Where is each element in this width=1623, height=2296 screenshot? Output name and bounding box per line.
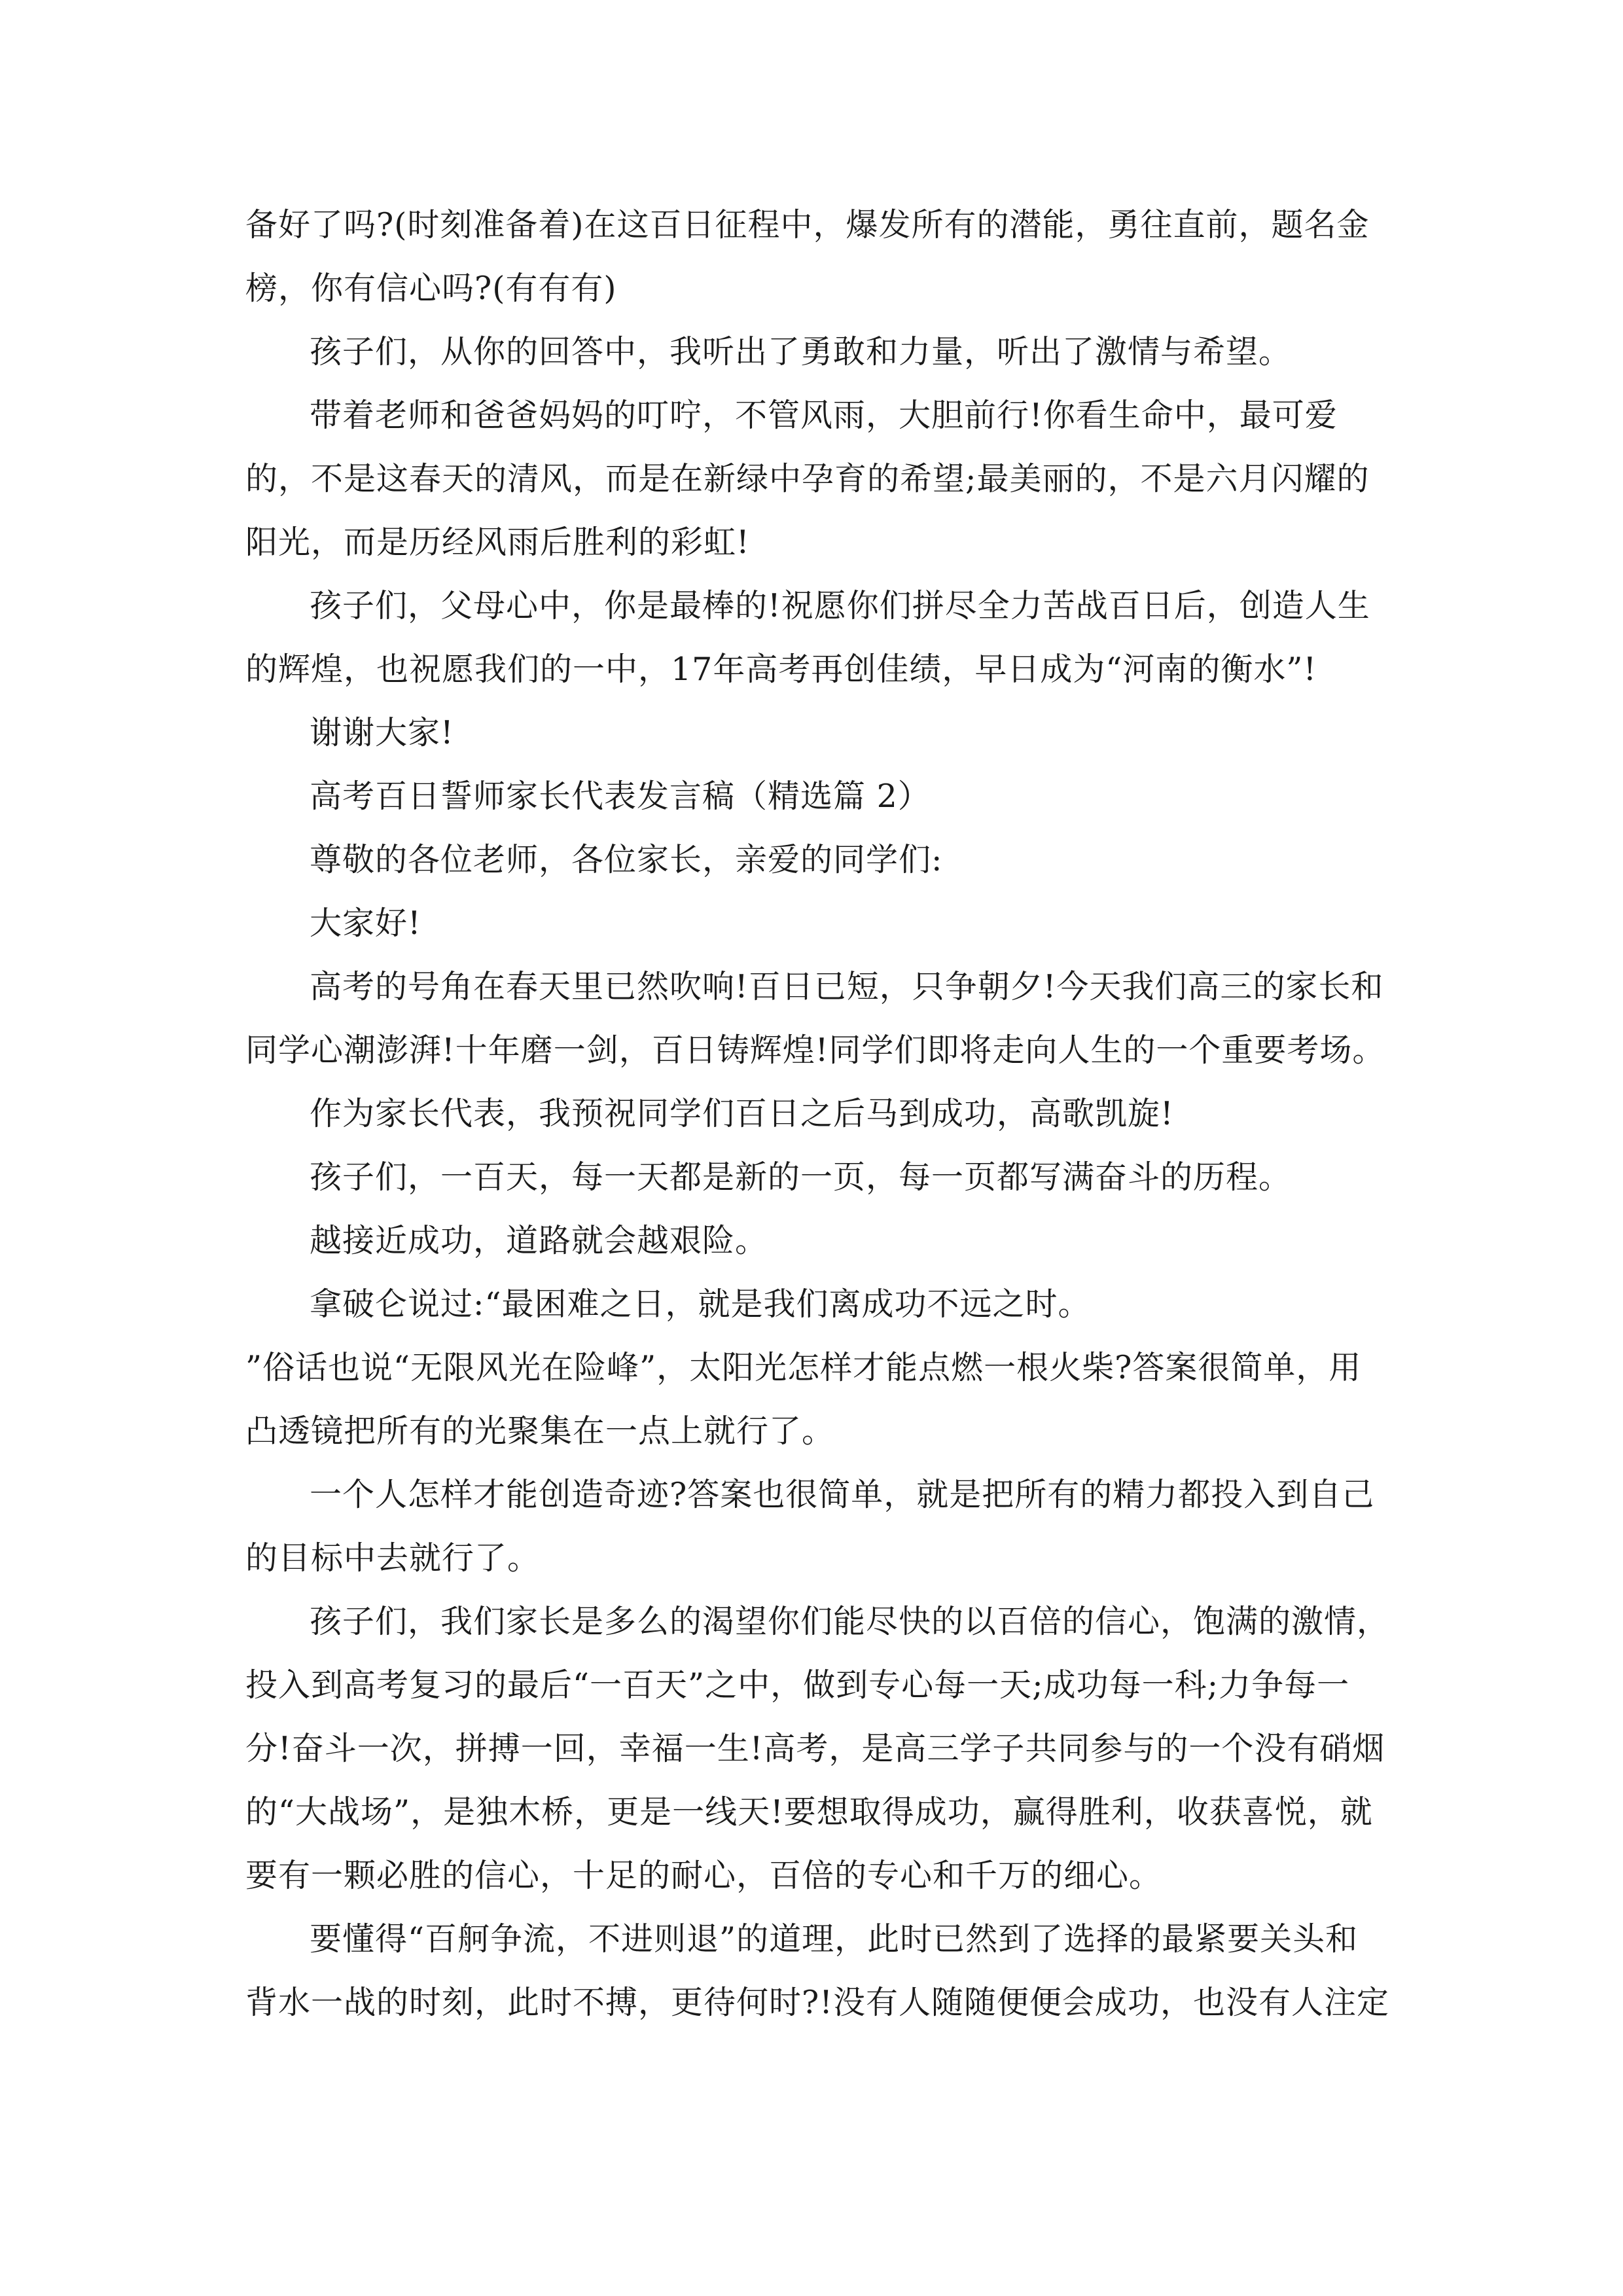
paragraph-11: 孩子们，一百天，每一天都是新的一页，每一页都写满奋斗的历程。 bbox=[310, 1158, 1292, 1196]
paragraph-14: ”俗话也说“无限风光在险峰”，太阳光怎样才能点燃一根火柴?答案很简单，用凸透镜把所有的光聚集在一点上就行了。 bbox=[245, 1349, 1362, 1450]
paragraph-10: 作为家长代表，我预祝同学们百日之后马到成功，高歌凯旋! bbox=[310, 1095, 1174, 1132]
paragraph-16: 孩子们，我们家长是多么的渴望你们能尽快的以百倍的信心，饱满的激情，投入到高考复习的最后“一百天”之中，做到专心每一天;成功每一科;力争每一分!奋斗一次，拼搏一回，幸福一生!高考，是高三学子共同参与的一个没有硝烟的“大战场”，是独木桥，更是一线天!要想取得成功，赢得胜利，收获喜悦，就要有一颗必胜的信心，十足的耐心，百倍的专心和千万的细心。 bbox=[245, 1603, 1390, 1894]
paragraph-15: 一个人怎样才能创造奇迹?答案也很简单，就是把所有的精力都投入到自己的目标中去就行了。 bbox=[245, 1476, 1375, 1577]
paragraph-1: 备好了吗?(时刻准备着)在这百日征程中，爆发所有的潜能，勇往直前，题名金榜，你有信心吗?(有有有) bbox=[245, 206, 1370, 307]
paragraph-5: 谢谢大家! bbox=[310, 714, 454, 751]
salutation: 尊敬的各位老师，各位家长，亲爱的同学们: bbox=[310, 841, 943, 878]
section-title: 高考百日誓师家长代表发言稿（精选篇 2） bbox=[310, 778, 931, 815]
paragraph-12: 越接近成功，道路就会越艰险。 bbox=[310, 1222, 768, 1259]
paragraph-17: 要懂得“百舸争流，不进则退”的道理，此时已然到了选择的最紧要关头和背水一战的时刻，此时不搏，更待何时?!没有人随随便便会成功，也没有人注定 bbox=[245, 1920, 1389, 2021]
paragraph-3: 带着老师和爸爸妈妈的叮咛，不管风雨，大胆前行!你看生命中，最可爱的，不是这春天的清风，而是在新绿中孕育的希望;最美丽的，不是六月闪耀的阳光，而是历经风雨后胜利的彩虹! bbox=[245, 397, 1370, 561]
document-body bbox=[245, 193, 1391, 2034]
paragraph-4: 孩子们，父母心中，你是最棒的!祝愿你们拼尽全力苦战百日后，创造人生的辉煌，也祝愿我们的一中，17年高考再创佳绩，早日成为“河南的衡水”! bbox=[245, 587, 1370, 688]
paragraph-13: 拿破仑说过:“最困难之日，就是我们离成功不远之时。 bbox=[310, 1285, 1091, 1323]
paragraph-9: 高考的号角在春天里已然吹响!百日已短，只争朝夕!今天我们高三的家长和同学心潮澎湃!十年磨一剑，百日铸辉煌!同学们即将走向人生的一个重要考场。 bbox=[245, 968, 1385, 1069]
greeting: 大家好! bbox=[310, 905, 421, 942]
paragraph-2: 孩子们，从你的回答中，我听出了勇敢和力量，听出了激情与希望。 bbox=[310, 333, 1292, 370]
